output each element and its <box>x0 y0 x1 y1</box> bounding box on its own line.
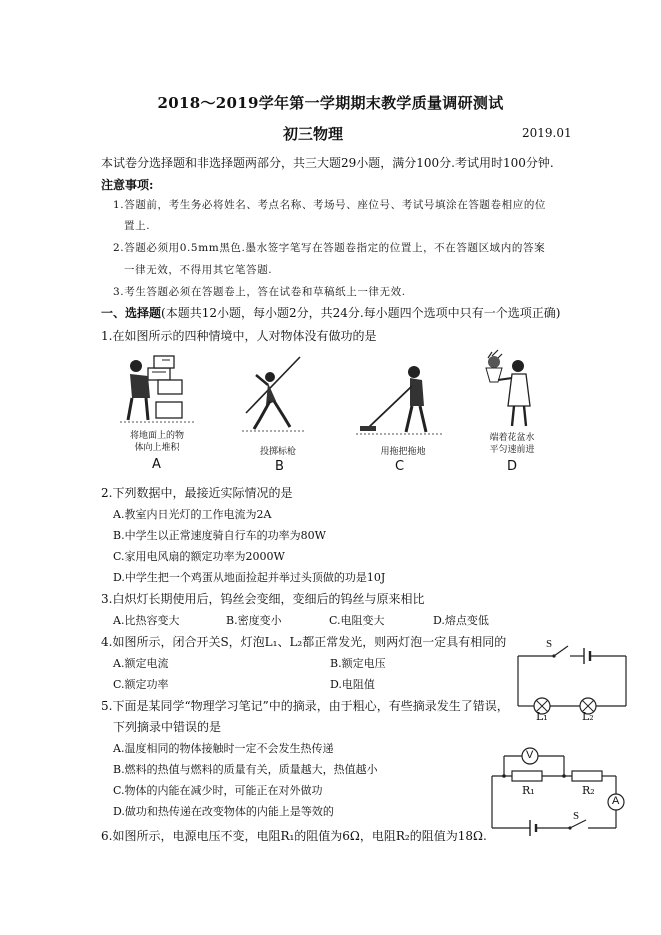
question-5-stem: 5.下面是某同学“物理学习笔记”中的摘录，由于粗心，有些摘录发生了错误， <box>101 699 509 713</box>
q3-option-a: A.比热容变大 <box>113 614 180 627</box>
section-heading <box>101 304 560 321</box>
q3-option-d: D.熔点变低 <box>433 614 489 627</box>
caption-a-line2: 体向上堆积 <box>134 443 180 453</box>
q5-option-b: B.燃料的热值与燃料的质量有关，质量越大，热值越小 <box>113 763 378 776</box>
option-letter-a: A <box>152 457 161 472</box>
q2-option-c: C.家用电风扇的额定功率为2000W <box>113 550 285 563</box>
q4-circuit-diagram <box>512 640 632 730</box>
q3-option-b: B.密度变小 <box>226 614 282 627</box>
q2-option-a: A.教室内日光灯的工作电流为2A <box>113 508 272 521</box>
notice-heading: 注意事项: <box>101 178 154 192</box>
question-2-stem: 2.下列数据中，最接近实际情况的是 <box>101 486 293 500</box>
option-letter-c: C <box>395 459 405 474</box>
q6-r1-label: R₁ <box>522 784 535 797</box>
q4-option-d: D.电阻值 <box>330 678 375 691</box>
q4-option-c: C.额定功率 <box>113 678 169 691</box>
section-desc: (本题共12小题，每小题2分，共24分.每小题四个选项中只有一个选项正确) <box>161 306 561 320</box>
q5-option-c: C.物体的内能在减少时，可能正在对外做功 <box>113 784 323 797</box>
figure-c-mopping-floor <box>356 362 446 436</box>
exam-title: 2018～2019学年第一学期期末教学质量调研测试 <box>157 94 504 112</box>
q2-option-d: D.中学生把一个鸡蛋从地面捡起并举过头顶做的功是10J <box>113 571 386 584</box>
q4-option-b: B.额定电压 <box>330 657 386 670</box>
q4-switch-label: S <box>546 638 553 650</box>
q5-option-a: A.温度相同的物体接触时一定不会发生热传递 <box>113 742 334 755</box>
figure-b-javelin-thrower <box>238 353 308 435</box>
section-title: 一、选择题 <box>101 306 162 320</box>
figure-a-person-stacking-boxes <box>118 350 200 426</box>
q3-option-c: C.电阻变大 <box>329 614 385 627</box>
option-letter-d: D <box>507 459 518 474</box>
caption-d <box>474 432 550 456</box>
question-4-stem: 4.如图所示，闭合开关S，灯泡L₁、L₂都正常发光，则两灯泡一定具有相同的 <box>101 635 507 649</box>
notice-item-3: 3.考生答题必须在答题卷上，答在试卷和草稿纸上一律无效. <box>113 286 406 298</box>
q6-switch-label: S <box>573 810 580 822</box>
notice-item-2-cont: 一律无效，不得用其它笔答题. <box>124 264 273 276</box>
question-6-stem: 6.如图所示，电源电压不变，电阻R₁的阻值为6Ω，电阻R₂的阻值为18Ω. <box>101 829 487 843</box>
notice-item-2: 2.答题必须用0.5mm黑色.墨水签字笔写在答题卷指定的位置上，不在答题区域内的答案 <box>113 242 546 254</box>
q6-voltmeter-label: V <box>526 749 534 761</box>
q6-r2-label: R₂ <box>582 784 595 797</box>
q4-lamp2-label: L₂ <box>582 710 594 723</box>
exam-date: 2019.01 <box>522 126 572 140</box>
caption-a <box>116 430 198 454</box>
q6-circuit-diagram <box>486 744 628 834</box>
caption-a-line1: 将地面上的物 <box>129 431 184 441</box>
question-5-stem-cont: 下列摘录中错误的是 <box>113 720 222 734</box>
option-letter-b: B <box>275 459 284 474</box>
intro-text: 本试卷分选择题和非选择题两部分，共三大题29小题，满分100分.考试用时100分钟. <box>101 156 554 170</box>
q2-option-b: B.中学生以正常速度骑自行车的功率为80W <box>113 529 326 542</box>
q4-lamp1-label: L₁ <box>536 710 548 723</box>
q5-option-d: D.做功和热传递在改变物体的内能上是等效的 <box>113 805 334 818</box>
notice-item-1-cont: 置上. <box>124 220 151 232</box>
caption-d-line1: 端着花盆水 <box>489 433 535 443</box>
q6-ammeter-label: A <box>612 795 620 807</box>
question-3-stem: 3.白炽灯长期使用后，钨丝会变细，变细后的钨丝与原来相比 <box>101 592 425 606</box>
caption-c: 用拖把拖地 <box>380 447 426 457</box>
question-1-stem: 1.在如图所示的四种情境中，人对物体没有做功的是 <box>101 329 377 343</box>
caption-d-line2: 平匀速前进 <box>489 445 535 455</box>
notice-item-1: 1.答题前，考生务必将姓名、考点名称、考场号、座位号、考试号填涂在答题卷相应的位 <box>113 199 547 211</box>
figure-d-carrying-flowerpot <box>474 352 550 432</box>
caption-b: 投掷标枪 <box>259 447 296 457</box>
q4-option-a: A.额定电流 <box>113 657 169 670</box>
subject-title: 初三物理 <box>283 125 344 143</box>
